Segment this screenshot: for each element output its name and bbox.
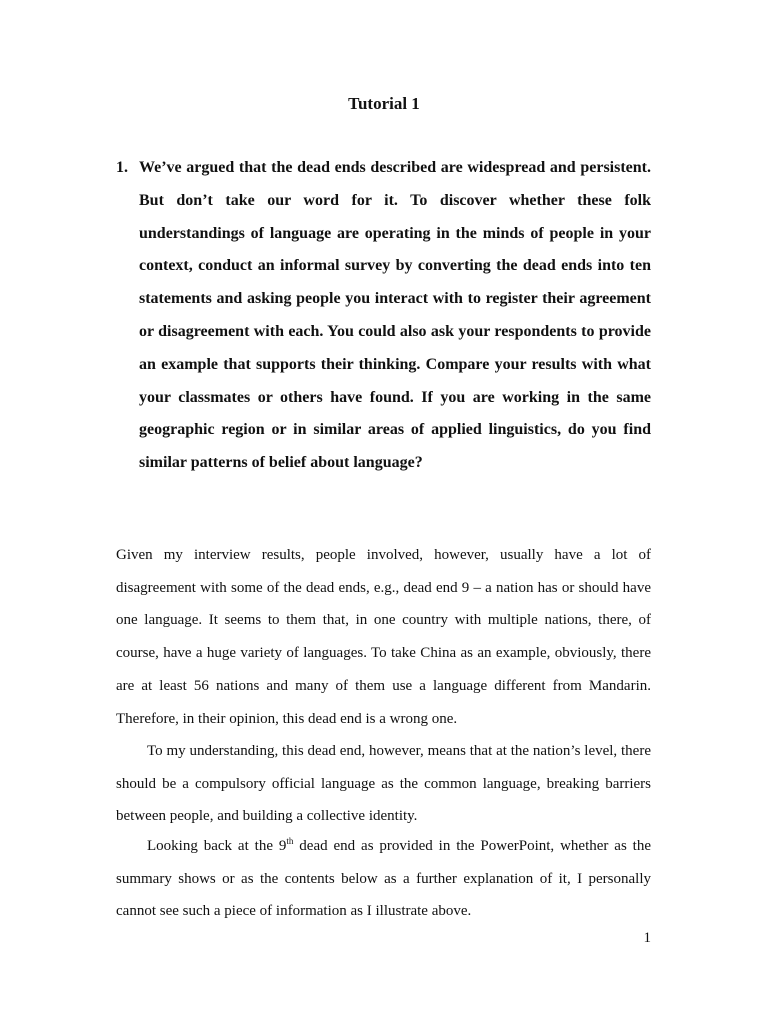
question-number: 1. (116, 159, 128, 176)
paragraph-2: To my understanding, this dead end, however, means that at the nation’s level, there should be a compulsory official language as the common language, breaking barriers between people, and building a collective identity. (116, 743, 651, 825)
paragraph-1: Given my interview results, people involved, however, usually have a lot of disagreement with some of the dead ends, e.g., dead end 9 – a nation has or should have one language. It seems to them that, in one country with multiple nations, there, of course, have a huge variety of languages. To take China as an example, obviously, there are at least 56 nations and many of them use a language different from Mandarin. Therefore, in their opinion, this dead end is a wrong one. (116, 547, 651, 727)
paragraph-3-after: dead end as provided in the PowerPoint, whether as the summary shows or as the contents below as a further explanation of it, I personally cannot see such a piece of information as I illustrate above. (116, 838, 651, 920)
ordinal-superscript: th (286, 836, 294, 846)
question-text: We’ve argued that the dead ends described are widespread and persistent. But don’t take our word for it. To discover whether these folk understandings of language are operating in the minds of people in your context, conduct an informal survey by converting the dead ends into ten statements and asking people you interact with to register their agreement or disagreement with each. You could also ask your respondents to provide an example that supports their thinking. Compare your results with what your classmates or others have found. If you are working in the same geographic region or in similar areas of applied linguistics, do you find similar patterns of belief about language? (139, 159, 651, 472)
document-title: Tutorial 1 (348, 94, 420, 113)
paragraph-3-before: Looking back at the 9 (147, 838, 287, 854)
page-number: 1 (643, 930, 651, 946)
question-1 (116, 152, 651, 480)
paragraph-3 (116, 830, 651, 928)
